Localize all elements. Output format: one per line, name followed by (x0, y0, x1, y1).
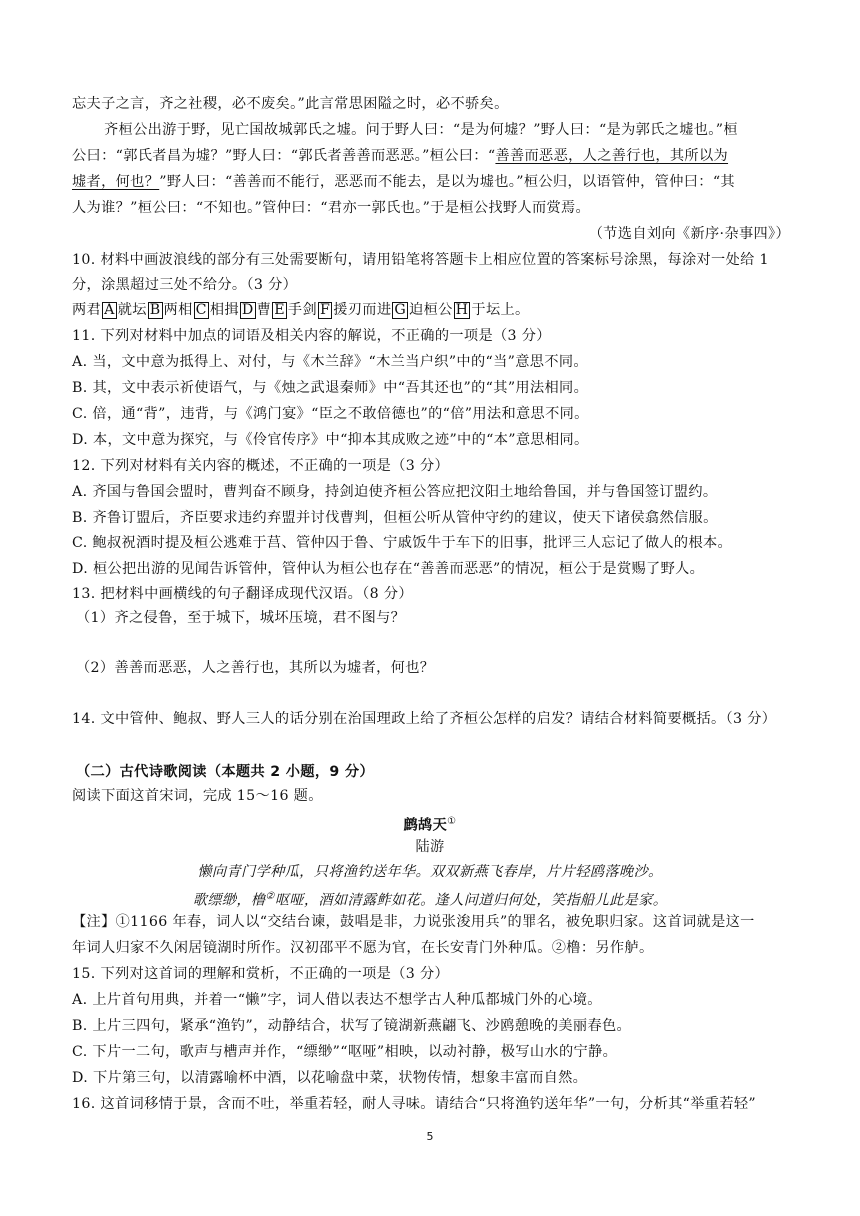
segment-text: 两君 (72, 302, 102, 318)
option-c[interactable]: C. 下片一二句，歌声与槽声并作，“缥缈”“呕哑”相映，以动衬静，极写山水的宁静。 (72, 1044, 618, 1060)
translation-sentence-1: （1）齐之侵鲁，至于城下，城坏压境，君不图与？ (76, 610, 406, 626)
poem-line: 懒向青门学种瓜，只将渔钓送年华。双双新燕飞春岸，片片轻鸥落晚沙。 (197, 864, 663, 880)
poem-text: 歌缥缈，橹 (192, 892, 266, 909)
option-b[interactable]: B. 齐鲁订盟后，齐臣要求违约弃盟并讨伐曹判，但桓公听从管仲守约的建议，使天下诸侯翕然信服。 (72, 510, 718, 526)
option-box[interactable]: G (394, 302, 407, 318)
option-d[interactable]: D. 桓公把出游的见闻告诉管仲，管仲认为桓公也存在“善善而恶恶”的情况，桓公于是赏赐了野人。 (72, 561, 705, 577)
material-line: 齐桓公出游于野，见亡国故城郭氏之墟。问于野人曰：“是为何墟？”野人曰：“是为郭氏之墟也。”桓 (104, 122, 738, 138)
segment-text: 曹 (256, 302, 272, 318)
material-line (72, 172, 790, 192)
segment-text: 相揖 (209, 302, 239, 318)
option-box[interactable]: H (455, 302, 469, 318)
question-13-stem: 13. 把材料中画横线的句子翻译成现代汉语。（8 分） (72, 586, 413, 602)
option-box[interactable]: E (274, 302, 285, 318)
footnote-marker: ② (265, 891, 275, 902)
option-a[interactable]: A. 齐国与鲁国会盟时，曹判奋不顾身，持剑迫使齐桓公答应把汶阳土地给鲁国，并与鲁国签订盟约。 (72, 484, 718, 500)
option-box[interactable]: C (195, 302, 207, 318)
segment-text: 手剑 (287, 302, 317, 318)
question-12-stem: 12. 下列对材料有关内容的概述，不正确的一项是（3 分） (72, 458, 450, 474)
question-11-stem: 11. 下列对材料中加点的词语及相关内容的解说，不正确的一项是（3 分） (72, 328, 551, 344)
option-a[interactable]: A. 当，文中意为抵得上、对付，与《木兰辞》“木兰当户织”中的“当”意思不同。 (72, 354, 588, 370)
option-d[interactable]: D. 本，文中意为探究，与《伶官传序》中“抑本其成败之迹”中的“本”意思相同。 (72, 432, 589, 448)
option-box[interactable]: A (104, 302, 115, 318)
question-10-stem: 10. 材料中画波浪线的部分有三处需要断句，请用铅笔将答题卡上相应位置的答案标号涂黑，每涂对一处给 1 (72, 252, 769, 268)
option-b[interactable]: B. 其，文中表示祈使语气，与《烛之武退秦师》中“吾其还也”的“其”用法相同。 (72, 380, 589, 396)
option-c[interactable]: C. 倍，通“背”，违背，与《鸿门宴》“臣之不敢倍德也”的“倍”用法和意思不同。 (72, 406, 589, 422)
option-c[interactable]: C. 鲍叔祝酒时提及桓公逃难于莒、管仲囚于鲁、宁戚饭牛于车下的旧事，批评三人忘记了做人的根本。 (72, 535, 733, 551)
translation-sentence-2: （2）善善而恶恶，人之善行也，其所以为墟者，何也？ (76, 660, 435, 676)
segment-text: 援刃而进 (333, 302, 392, 318)
question-14-stem: 14. 文中管仲、鲍叔、野人三人的话分别在治国理政上给了齐桓公怎样的启发？请结合材料简要概括。（3 分） (72, 711, 777, 727)
poem-title-text: 鹧鸪天 (403, 817, 448, 834)
segment-text: 就坛 (117, 302, 147, 318)
material-line (72, 146, 790, 166)
option-box[interactable]: B (149, 302, 161, 318)
segment-text: 两相 (163, 302, 193, 318)
poem-author: 陆游 (415, 839, 445, 855)
option-a[interactable]: A. 上片首句用典，并着一“懒”字，词人借以表达不想学古人种瓜都城门外的心境。 (72, 992, 602, 1008)
question-16-stem: 16. 这首词移情于景，含而不吐，举重若轻，耐人寻味。请结合“只将渔钓送年华”一句，分析其“举重若轻” (72, 1096, 757, 1112)
material-text: 公曰：“郭氏者昌为墟？”野人曰：“郭氏者善善而恶恶。”桓公曰：“ (72, 148, 496, 164)
section-intro: 阅读下面这首宋词，完成 15～16 题。 (72, 788, 323, 804)
option-box[interactable]: F (320, 302, 331, 318)
material-text: ”野人曰：“善善而不能行，恶恶而不能去，是以为墟也。”桓公归，以语管仲，管仲曰：“其 (159, 174, 735, 190)
footnote-marker: ① (447, 816, 457, 827)
segment-text: 迫桓公 (409, 302, 453, 318)
poem-line (0, 887, 860, 911)
material-line: 人为谁？”桓公曰：“不知也。”管仲曰：“君亦一郭氏也。”于是桓公找野人而赏焉。 (72, 200, 591, 216)
option-b[interactable]: B. 上片三四句，紧承“渔钓”，动静结合，状写了镜湖新燕翩飞、沙鸥憩晚的美丽春色。 (72, 1018, 632, 1034)
underlined-sentence: 墟者，何也？ (72, 174, 160, 190)
poem-note: 【注】①1166 年春，词人以“交结台谏，鼓唱是非，力说张浚用兵”的罪名，被免职归家。这首词就是这一 (72, 914, 755, 930)
material-line: 忘夫子之言，齐之社稷，必不废矣。”此言常思困隘之时，必不骄矣。 (72, 96, 509, 112)
question-10-segments (72, 300, 790, 320)
option-box[interactable]: D (241, 302, 254, 318)
source-citation: （节选自刘向《新序·杂事四》） (588, 226, 790, 242)
segment-text: 于坛上。 (471, 302, 530, 318)
question-10-stem: 分，涂黑超过三处不给分。（3 分） (72, 277, 298, 293)
underlined-sentence: 善善而恶恶，人之善行也，其所以为 (495, 148, 729, 164)
page-number: 5 (426, 1130, 434, 1143)
option-d[interactable]: D. 下片第三句，以清露喻杯中酒，以花喻盘中菜，状物传情，想象丰富而自然。 (72, 1070, 588, 1086)
poem-note: 年词人归家不久闲居镜湖时所作。汉初邵平不愿为官，在长安青门外种瓜。②橹：另作舻。 (72, 940, 654, 956)
poem-text: 呕哑，酒如清露鲊如花。逢人问道归何处，笑指船儿此是家。 (274, 892, 668, 909)
section-heading: （二）古代诗歌阅读（本题共 2 小题，9 分） (76, 764, 374, 780)
poem-title (0, 812, 860, 836)
question-15-stem: 15. 下列对这首词的理解和赏析，不正确的一项是（3 分） (72, 966, 450, 982)
